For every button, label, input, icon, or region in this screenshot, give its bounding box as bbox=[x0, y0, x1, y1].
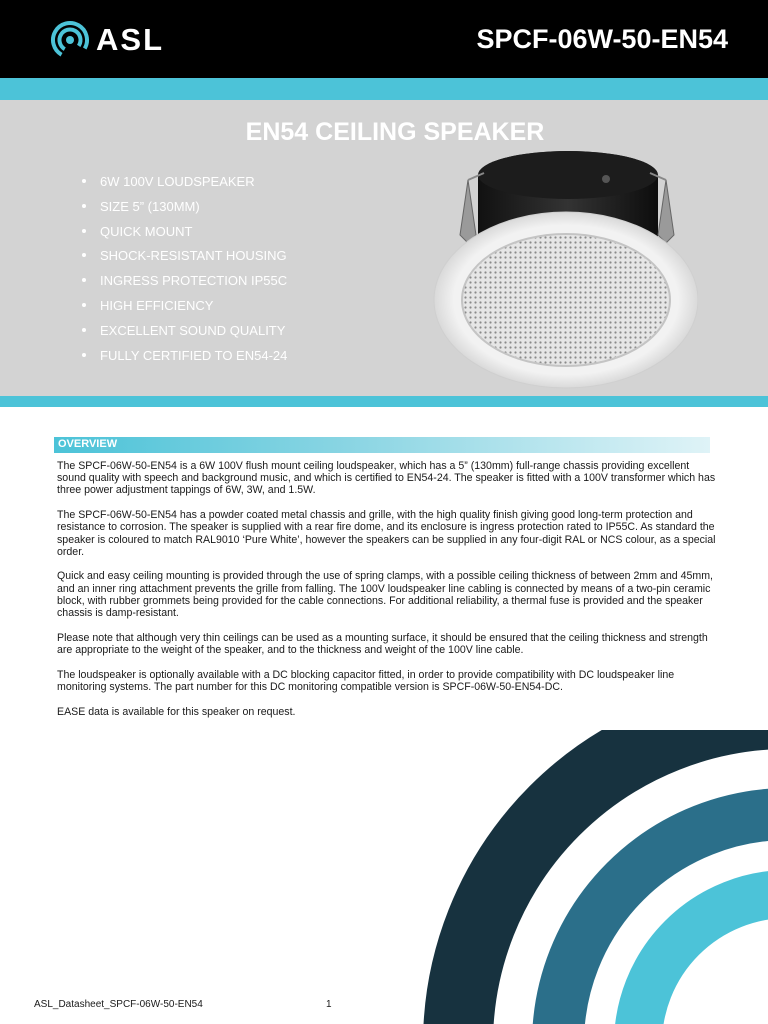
overview-paragraph: The loudspeaker is optionally available with a DC blocking capacitor fitted, in order to provide compatibility with DC loudspeaker line monitoring systems. The part number for this DC monitoring compatible version is SPCF-06W-50-EN54-DC. bbox=[57, 668, 675, 693]
overview-heading: OVERVIEW bbox=[58, 438, 118, 450]
feature-item: 6W 100V LOUDSPEAKER bbox=[82, 172, 287, 197]
bullet-icon bbox=[82, 204, 86, 208]
brand-logo bbox=[50, 20, 164, 60]
bullet-icon bbox=[82, 253, 86, 257]
feature-item: SHOCK-RESISTANT HOUSING bbox=[82, 246, 287, 271]
overview-paragraph: Quick and easy ceiling mounting is provided through the use of spring clamps, with a possible ceiling thickness of between 2mm and 45mm, and an inner ring attachment prevents the grille from falling. The 100V loudspeaker line cabling is connected by means of a two-pin ceramic block, with rubber grommets being provided for the cable connections. For additional reliability, a thermal fuse is provided and the speaker chassis is damp-resistant. bbox=[57, 570, 713, 620]
bullet-icon bbox=[82, 303, 86, 307]
feature-item: HIGH EFFICIENCY bbox=[82, 296, 287, 321]
brand-name: ASL bbox=[96, 22, 164, 57]
accent-stripe-bottom bbox=[0, 396, 768, 407]
feature-list bbox=[82, 172, 287, 370]
model-number: SPCF-06W-50-EN54 bbox=[476, 24, 728, 54]
bullet-icon bbox=[82, 229, 86, 233]
overview-paragraph: The SPCF-06W-50-EN54 has a powder coated metal chassis and grille, with the high quality finish giving good long-term protection and resistance to corrosion. The speaker is supplied with a rear fire dome, and its enclosure is ingress protection rated to IP55C. As standard the speaker is coloured to match RAL9010 ‘Pure White’, however the speakers can be supplied in any four-digit RAL or NCS colour, as a special order. bbox=[57, 509, 716, 558]
product-title: EN54 CEILING SPEAKER bbox=[245, 118, 545, 146]
feature-item: FULLY CERTIFIED TO EN54-24 bbox=[82, 346, 287, 371]
overview-paragraph: EASE data is available for this speaker on request. bbox=[57, 705, 296, 718]
bullet-icon bbox=[82, 278, 86, 282]
accent-stripe-top bbox=[0, 78, 768, 100]
feature-item: INGRESS PROTECTION IP55C bbox=[82, 271, 287, 296]
overview-body bbox=[57, 460, 717, 730]
overview-heading-bar bbox=[54, 437, 710, 453]
signal-logo-icon bbox=[50, 20, 90, 60]
feature-item: QUICK MOUNT bbox=[82, 222, 287, 247]
bullet-icon bbox=[82, 328, 86, 332]
footer-page-number: 1 bbox=[326, 999, 332, 1010]
overview-paragraph: The SPCF-06W-50-EN54 is a 6W 100V flush mount ceiling loudspeaker, which has a 5” (130mm) full-range chassis providing excellent sound quality with speech and background music, and which is certified to EN54-24. The speaker is fitted with a 100V transformer which has three power adjustment tappings of 6W, 3W, and 1.5W. bbox=[57, 460, 716, 497]
bullet-icon bbox=[82, 353, 86, 357]
speaker-product-image bbox=[428, 135, 698, 390]
footer-doc-name: ASL_Datasheet_SPCF-06W-50-EN54 bbox=[34, 999, 203, 1010]
feature-item: EXCELLENT SOUND QUALITY bbox=[82, 321, 287, 346]
decorative-arcs bbox=[400, 730, 768, 1024]
bullet-icon bbox=[82, 179, 86, 183]
overview-paragraph: Please note that although very thin ceilings can be used as a mounting surface, it should be ensured that the ceiling thickness and strength are appropriate to the weight of the speaker, and to the thickness and weight of the 100V line cable. bbox=[57, 631, 708, 656]
page-header bbox=[0, 0, 768, 78]
feature-item: SIZE 5” (130MM) bbox=[82, 197, 287, 222]
